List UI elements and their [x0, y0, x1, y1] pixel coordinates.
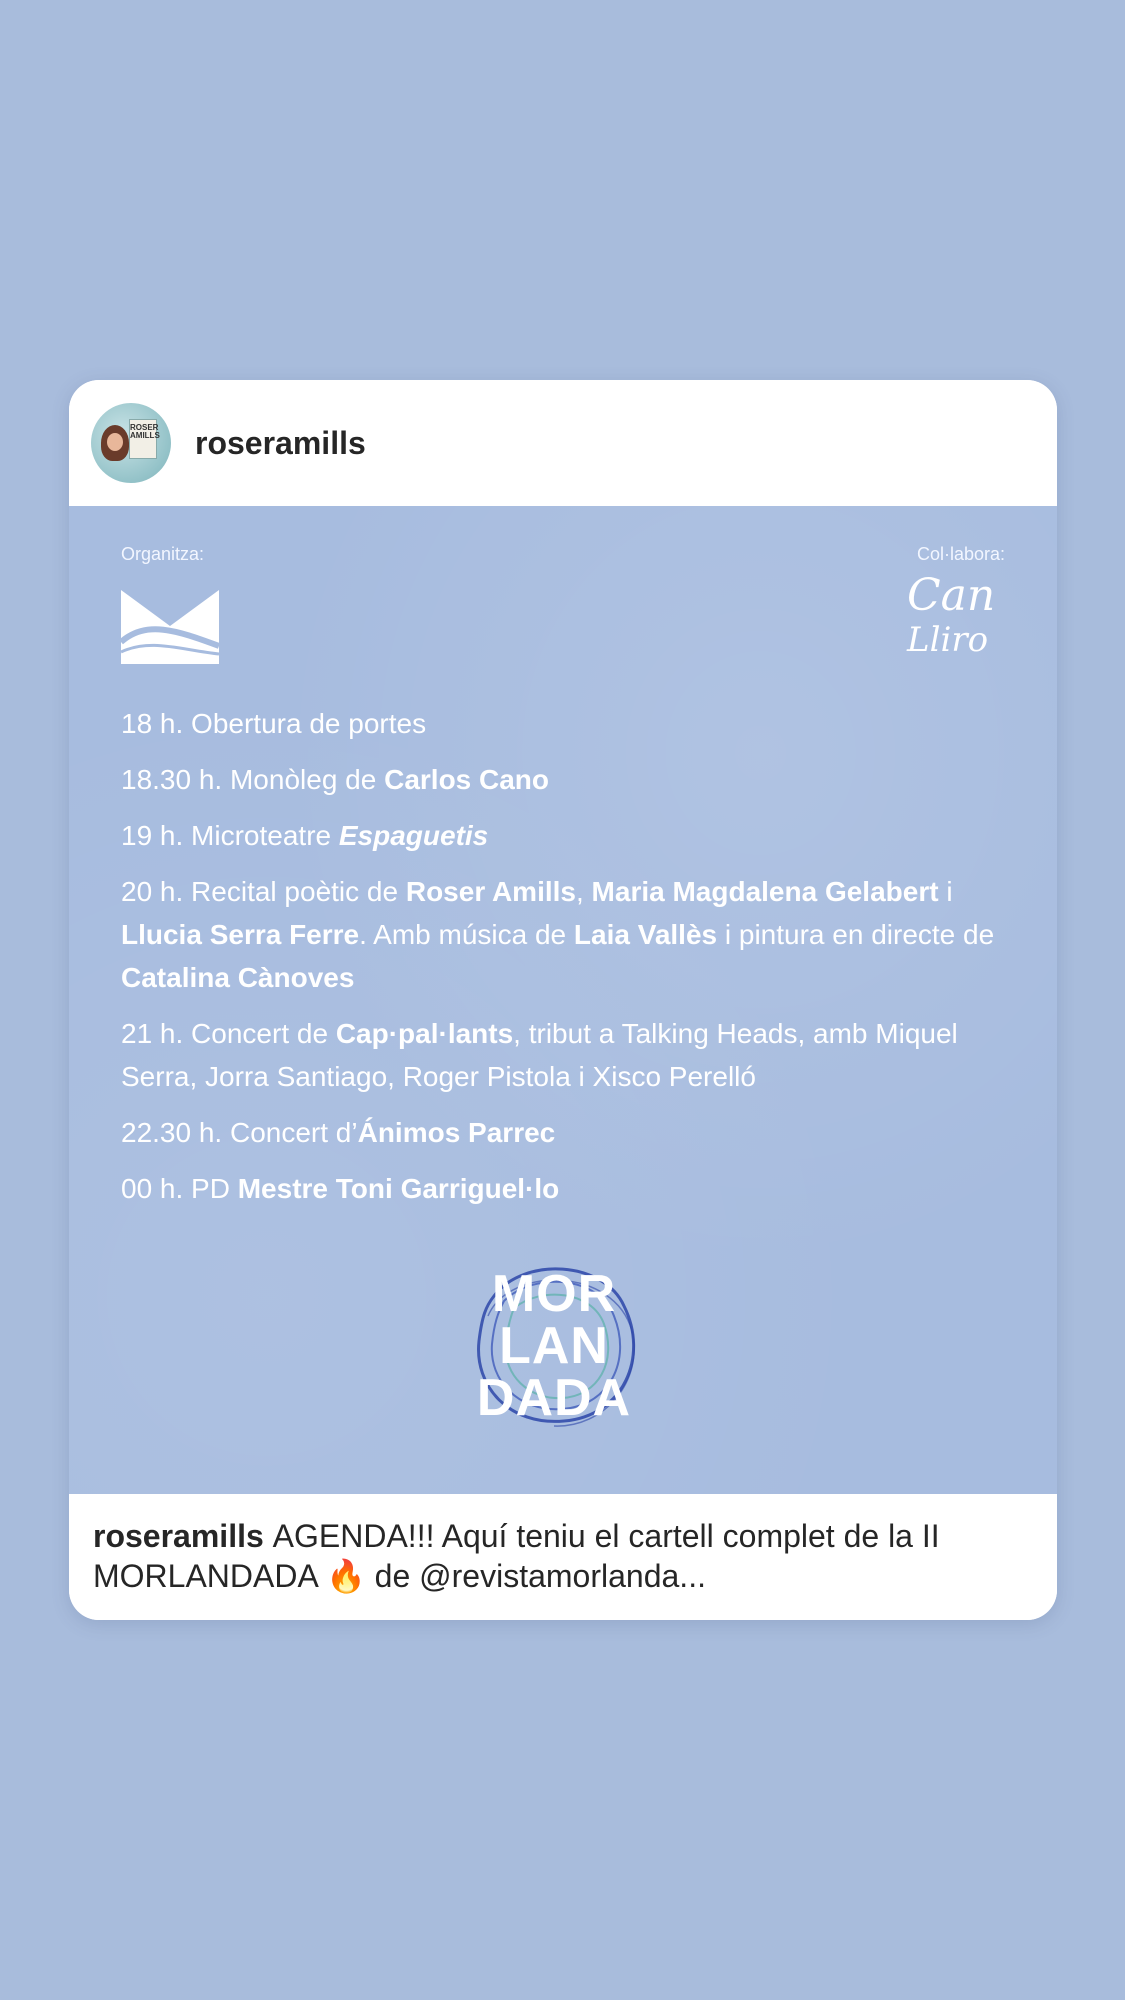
- schedule-item: 18 h. Obertura de portes: [121, 708, 427, 739]
- schedule-item: 22.30 h. Concert d’Ánimos Parrec: [121, 1117, 556, 1148]
- caption-text: AGENDA!!! Aquí teniu el cartell complet de la II MORLANDADA 🔥 de @revistamorlanda...: [93, 1518, 940, 1594]
- organizer-label: Organitza:: [121, 544, 205, 564]
- collaborator-logo-line2: Lliro: [907, 620, 989, 660]
- collaborator-logo-line1: Can: [907, 570, 996, 621]
- post-username[interactable]: roseramills: [195, 424, 366, 461]
- schedule-item: 19 h. Microteatre Espaguetis: [121, 820, 489, 851]
- post-caption[interactable]: [69, 1494, 1057, 1620]
- schedule-item: 18.30 h. Monòleg de Carlos Cano: [121, 764, 550, 795]
- caption-username[interactable]: roseramills: [93, 1518, 273, 1554]
- organizer-logo-icon: [121, 590, 219, 664]
- event-logo-text: MOR LAN DADA: [476, 1265, 632, 1427]
- collaborator-label: Col·labora:: [916, 544, 1005, 564]
- post-image[interactable]: [69, 506, 1057, 1494]
- schedule-item: 00 h. PD Mestre Toni Garriguel·lo: [121, 1173, 560, 1204]
- shared-post-card[interactable]: [69, 380, 1057, 1620]
- avatar-book-image: ROSER AMILLS: [129, 419, 157, 459]
- avatar[interactable]: [91, 403, 171, 483]
- schedule-item: 21 h. Concert de Cap·pal·lants, tribut a Talking Heads, amb Miquel Serra, Jorra Santiago, Roger Pistola i Xisco Perelló: [121, 1018, 958, 1092]
- schedule-item: 20 h. Recital poètic de Roser Amills, Maria Magdalena Gelabert i Llucia Serra Ferre. Amb música de Laia Vallès i pintura en directe de Catalina Cànoves: [121, 876, 995, 993]
- event-schedule: [121, 702, 1011, 1223]
- post-header[interactable]: [69, 380, 1057, 506]
- collaborator-logo: [907, 570, 996, 684]
- event-logo: [454, 1246, 654, 1446]
- avatar-face-image: [101, 425, 129, 461]
